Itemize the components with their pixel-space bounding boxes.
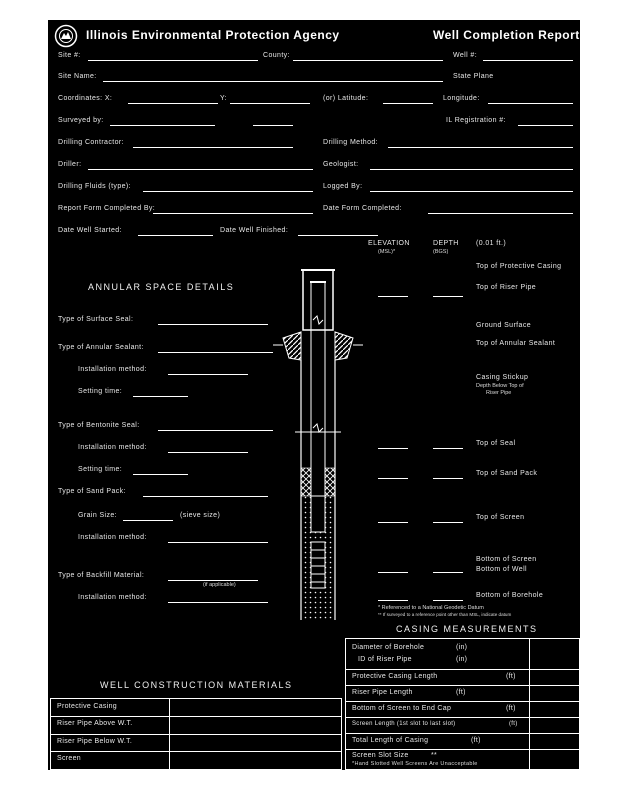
coord-y-field[interactable] [230, 103, 310, 104]
casing-row-label: Diameter of Borehole [352, 644, 425, 651]
county-label: County: [263, 52, 290, 59]
type-backfill-field[interactable] [168, 580, 258, 581]
type-sand-pack-field[interactable] [143, 496, 268, 497]
bentonite-setting-time-field[interactable] [133, 474, 188, 475]
longitude-field[interactable] [488, 103, 573, 104]
surveyed-by-label: Surveyed by: [58, 117, 104, 124]
bottom-screen-label: Bottom of Screen [476, 556, 537, 563]
casing-row-label: ID of Riser Pipe [358, 656, 412, 663]
type-surface-seal-field[interactable] [158, 324, 268, 325]
casing-footer-note: *Hand Slotted Well Screens Are Unacceptable [352, 761, 478, 767]
report-title: Well Completion Report [433, 28, 580, 42]
elevation-header: ELEVATION [368, 240, 410, 247]
casing-row-label: Bottom of Screen to End Cap [352, 705, 452, 712]
top-protective-casing-label: Top of Protective Casing [476, 263, 562, 270]
site-number-field[interactable] [88, 60, 258, 61]
elevation-unit: (MSL)* [378, 249, 396, 255]
casing-stickup-label: Casing Stickup [476, 374, 529, 381]
casing-row-label: Protective Casing Length [352, 673, 438, 680]
casing-row-unit: (in) [456, 656, 468, 663]
longitude-label: Longitude: [443, 95, 480, 102]
materials-table [50, 698, 342, 770]
footnote-geodetic: * Referenced to a National Geodetic Datum [378, 605, 484, 611]
top-screen-label: Top of Screen [476, 514, 525, 521]
casing-row-unit: (ft) [456, 689, 466, 696]
casing-row-unit: (ft) [506, 673, 516, 680]
top-screen-elev-field[interactable] [378, 522, 408, 523]
well-screen [311, 542, 325, 588]
coordinates-label: Coordinates: X: [58, 95, 113, 102]
grain-size-label: Grain Size: [78, 512, 118, 519]
backfill-installation-field[interactable] [168, 602, 268, 603]
top-screen-depth-field[interactable] [433, 522, 463, 523]
top-seal-label: Top of Seal [476, 440, 516, 447]
drilling-method-label: Drilling Method: [323, 139, 379, 146]
casing-row-label: Total Length of Casing [352, 737, 429, 744]
logged-by-label: Logged By: [323, 183, 363, 190]
sand-installation-label: Installation method: [78, 534, 147, 541]
drilling-contractor-label: Drilling Contractor: [58, 139, 124, 146]
logged-by-field[interactable] [370, 191, 573, 192]
date-form-completed-label: Date Form Completed: [323, 205, 402, 212]
coord-x-field[interactable] [128, 103, 218, 104]
bottom-screen-depth-field[interactable] [433, 572, 463, 573]
sieve-size-label: (sieve size) [180, 512, 221, 519]
type-bentonite-seal-field[interactable] [158, 430, 273, 431]
drilling-method-field[interactable] [388, 147, 573, 148]
annular-space-title: ANNULAR SPACE DETAILS [88, 282, 235, 292]
materials-row-label: Screen [57, 755, 81, 762]
surface-seal [273, 332, 363, 360]
casing-measurements-table [345, 638, 580, 770]
bentonite-installation-field[interactable] [168, 452, 248, 453]
sand-installation-field[interactable] [168, 542, 268, 543]
grain-size-field[interactable] [123, 520, 173, 521]
site-number-label: Site #: [58, 52, 81, 59]
materials-row-label: Riser Pipe Below W.T. [57, 738, 133, 745]
bentonite-setting-time-label: Setting time: [78, 466, 123, 473]
footnote-datum: ** If surveyed to a reference point other than MSL, indicate datum [378, 612, 512, 617]
casing-row-label: Riser Pipe Length [352, 689, 413, 696]
backfill-installation-label: Installation method: [78, 594, 147, 601]
report-form-label: Report Form Completed By: [58, 205, 156, 212]
casing-measurements-title: CASING MEASUREMENTS [396, 624, 538, 634]
latitude-field[interactable] [383, 103, 433, 104]
annular-setting-time-label: Setting time: [78, 388, 123, 395]
if-applicable-label: (if applicable) [203, 582, 236, 588]
casing-row-label: Screen Length (1st slot to last slot) [352, 721, 456, 727]
report-form-field[interactable] [153, 213, 313, 214]
type-bentonite-seal-label: Type of Bentonite Seal: [58, 422, 140, 429]
bottom-borehole-label: Bottom of Borehole [476, 592, 544, 599]
illinois-epa-seal-icon [54, 24, 78, 48]
date-started-label: Date Well Started: [58, 227, 122, 234]
date-finished-label: Date Well Finished: [220, 227, 289, 234]
bottom-borehole-elev-field[interactable] [378, 600, 408, 601]
surveyed-by-field[interactable] [110, 125, 215, 126]
materials-row-label: Protective Casing [57, 703, 117, 710]
site-name-field[interactable] [103, 81, 443, 82]
depth-break-marks [313, 316, 323, 432]
il-registration-field[interactable] [518, 125, 573, 126]
ground-surface-label: Ground Surface [476, 322, 532, 329]
date-finished-field[interactable] [298, 235, 378, 236]
annular-setting-time-field[interactable] [133, 396, 188, 397]
casing-row-unit: (ft) [509, 721, 518, 727]
annular-installation-field[interactable] [168, 374, 248, 375]
top-riser-pipe-label: Top of Riser Pipe [476, 284, 537, 291]
top-annular-sealant-label: Top of Annular Sealant [476, 340, 556, 347]
depth-header: DEPTH [433, 240, 459, 247]
casing-row-unit: (ft) [471, 737, 481, 744]
well-construction-materials-title: WELL CONSTRUCTION MATERIALS [100, 680, 293, 690]
il-registration-label: IL Registration #: [446, 117, 506, 124]
geologist-field[interactable] [370, 169, 573, 170]
county-field[interactable] [293, 60, 443, 61]
latitude-label: (or) Latitude: [323, 95, 369, 102]
casing-row-label: Screen Slot Size [352, 752, 409, 759]
sand-pack-elev-field[interactable] [378, 478, 408, 479]
casing-row-unit: (ft) [506, 705, 516, 712]
well-diagram [273, 260, 363, 620]
bottom-borehole-depth-field[interactable] [433, 600, 463, 601]
riser-pipe-ref-label: Riser Pipe [486, 390, 512, 396]
bottom-screen-elev-field[interactable] [378, 572, 408, 573]
casing-row-unit: ** [431, 752, 438, 759]
date-form-completed-field[interactable] [428, 213, 573, 214]
top-seal-elev-field[interactable] [378, 448, 408, 449]
geologist-label: Geologist: [323, 161, 359, 168]
annular-installation-label: Installation method: [78, 366, 147, 373]
depth-unit: (BGS) [433, 249, 449, 255]
type-sand-pack-label: Type of Sand Pack: [58, 488, 126, 495]
type-annular-sealant-label: Type of Annular Sealant: [58, 344, 144, 351]
sand-pack-depth-field[interactable] [433, 478, 463, 479]
bentonite-installation-label: Installation method: [78, 444, 147, 451]
bentonite-seal [301, 468, 335, 496]
materials-row-label: Riser Pipe Above W.T. [57, 720, 133, 727]
drilling-fluids-field[interactable] [143, 191, 313, 192]
well-number-label: Well #: [453, 52, 478, 59]
top-sand-pack-label: Top of Sand Pack [476, 470, 538, 477]
driller-label: Driller: [58, 161, 82, 168]
drilling-fluids-label: Drilling Fluids (type): [58, 183, 131, 190]
state-plane-label: State Plane [453, 73, 494, 80]
coord-y-label: Y: [220, 95, 228, 102]
bottom-well-label: Bottom of Well [476, 566, 527, 573]
site-name-label: Site Name: [58, 73, 97, 80]
well-number-field[interactable] [483, 60, 573, 61]
type-surface-seal-label: Type of Surface Seal: [58, 316, 134, 323]
surveyed-date-field[interactable] [253, 125, 293, 126]
riser-depth-field[interactable] [433, 296, 463, 297]
riser-elev-field[interactable] [378, 296, 408, 297]
well-completion-form [48, 20, 580, 770]
casing-row-unit: (in) [456, 644, 468, 651]
driller-field[interactable] [88, 169, 313, 170]
top-seal-depth-field[interactable] [433, 448, 463, 449]
type-backfill-label: Type of Backfill Material: [58, 572, 145, 579]
date-started-field[interactable] [138, 235, 213, 236]
drilling-contractor-field[interactable] [133, 147, 293, 148]
agency-name: Illinois Environmental Protection Agency [86, 28, 340, 42]
depth-precision: (0.01 ft.) [476, 240, 507, 247]
type-annular-sealant-field[interactable] [158, 352, 273, 353]
depth-below-label: Depth Below Top of [476, 383, 524, 389]
